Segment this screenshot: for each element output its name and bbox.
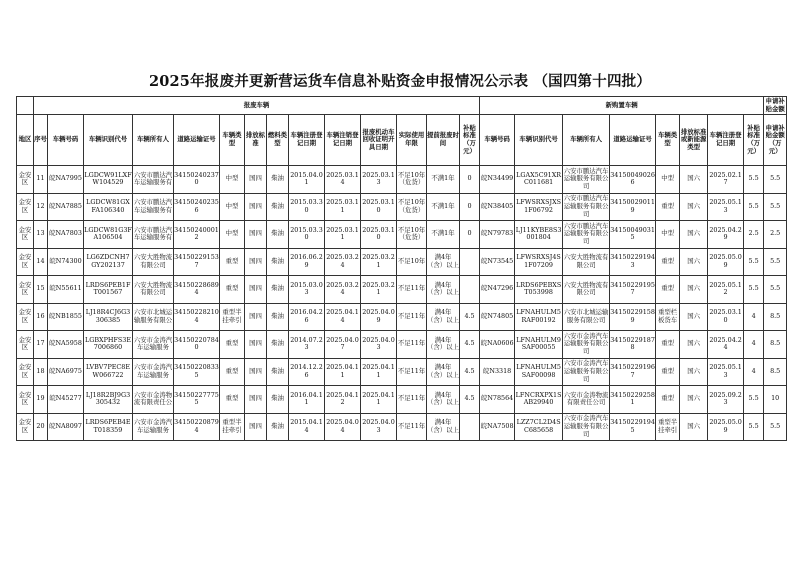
table-cell: 国六	[680, 303, 708, 331]
table-cell: 满4年（含）以上	[427, 358, 460, 386]
table-cell: 重型	[220, 276, 245, 304]
table-cell: 4.5	[460, 386, 480, 414]
table-row	[17, 413, 787, 441]
table-cell: 国六	[680, 413, 708, 441]
table-cell: 六安市鹏达汽车运输服务有	[133, 193, 174, 221]
column-header: 车辆所有人	[563, 115, 610, 166]
table-cell: 2025.04.11	[361, 386, 397, 414]
table-cell: 5.5	[764, 193, 787, 221]
table-cell: 2025.03.10	[361, 221, 397, 249]
table-cell: 8.5	[764, 303, 787, 331]
table-cell: 2.5	[764, 221, 787, 249]
table-cell: LRDS6PEBXST053998	[515, 276, 563, 304]
table-cell: 341502400012	[174, 221, 220, 249]
table-cell: 金安区	[17, 358, 34, 386]
table-cell: LJ18R4CJ6G3306385	[84, 303, 133, 331]
column-header: 车辆识别代号	[515, 115, 563, 166]
table-cell: 5.5	[744, 193, 764, 221]
table-cell: 4	[744, 303, 764, 331]
column-header: 申请补贴金额（万元）	[764, 115, 787, 166]
table-cell: 11	[34, 166, 48, 194]
column-header: 道路运输证号	[174, 115, 220, 166]
table-cell: 0	[460, 193, 480, 221]
table-cell: 不足11年	[397, 331, 427, 359]
table-cell: 2025.04.09	[361, 303, 397, 331]
table-cell: 柴油	[267, 248, 289, 276]
table-cell: 六安市金涛汽车运输服务	[133, 331, 174, 359]
column-header: 车辆注册登记日期	[289, 115, 325, 166]
table-cell: 4	[744, 358, 764, 386]
column-header: 车辆号码	[48, 115, 84, 166]
column-header: 序号	[34, 115, 48, 166]
table-cell: 六安市金涛汽车运输服务有限公司	[563, 358, 610, 386]
table-cell: 六安市金涛汽车运输服务	[133, 413, 174, 441]
table-cell: 金安区	[17, 276, 34, 304]
table-cell: 341502277755	[174, 386, 220, 414]
table-cell: 341500490266	[610, 166, 656, 194]
table-cell: 20	[34, 413, 48, 441]
table-cell: 重型	[656, 248, 680, 276]
table-cell: 2016.04.26	[289, 303, 325, 331]
table-cell: 满4年（含）以上	[427, 331, 460, 359]
table-cell: 2015.03.03	[289, 276, 325, 304]
table-row	[17, 331, 787, 359]
table-cell: 国六	[680, 276, 708, 304]
table-cell: 不足11年	[397, 276, 427, 304]
table-cell	[460, 413, 480, 441]
table-cell: 重型	[220, 248, 245, 276]
table-cell: 2025.03.10	[361, 193, 397, 221]
table-cell: 341500490315	[610, 221, 656, 249]
table-cell: 六安市鹏达汽车运输服务有限公司	[563, 193, 610, 221]
table-row	[17, 193, 787, 221]
table-cell: 19	[34, 386, 48, 414]
table-row	[17, 248, 787, 276]
table-cell: 2025.03.10	[708, 303, 744, 331]
table-cell: LFNAHULM5SAF00098	[515, 358, 563, 386]
table-cell: LVBV7PEC8EW066722	[84, 358, 133, 386]
table-cell: 2025.05.09	[708, 248, 744, 276]
table-cell: 2025.04.04	[325, 413, 361, 441]
table-cell: 金安区	[17, 166, 34, 194]
table-cell: 4	[744, 331, 764, 359]
table-cell: 柴油	[267, 303, 289, 331]
table-cell: LJ18R2BJ9G3305432	[84, 386, 133, 414]
table-cell: 皖NA6975	[48, 358, 84, 386]
table-cell: 341502282104	[174, 303, 220, 331]
table-cell: 341502291589	[610, 303, 656, 331]
table-cell: 六安市金涛汽车运输服务	[133, 358, 174, 386]
table-cell: 2025.03.21	[361, 276, 397, 304]
table-cell: 不足11年	[397, 386, 427, 414]
table-cell: 六安市北城运输服务有限公	[133, 303, 174, 331]
table-cell: 2025.03.24	[325, 276, 361, 304]
table-cell: 15	[34, 276, 48, 304]
table-row	[17, 358, 787, 386]
group-header-row	[17, 97, 787, 115]
table-cell: 皖N79783	[480, 221, 515, 249]
table-cell: 金安区	[17, 193, 34, 221]
table-cell: 国四	[245, 193, 267, 221]
table-cell: 柴油	[267, 221, 289, 249]
table-cell: 国六	[680, 221, 708, 249]
table-cell: LFNAHULM5RAF00192	[515, 303, 563, 331]
table-cell: 2025.04.03	[361, 413, 397, 441]
table-cell: 16	[34, 303, 48, 331]
table-cell: 国四	[245, 386, 267, 414]
table-cell: 不满1年	[427, 221, 460, 249]
table-cell: 341502402356	[174, 193, 220, 221]
table-cell: 不满1年	[427, 193, 460, 221]
table-cell: 柴油	[267, 331, 289, 359]
table-cell: LGDCW91LXFW104529	[84, 166, 133, 194]
table-cell: 中型	[220, 193, 245, 221]
table-cell: 皖NA8097	[48, 413, 84, 441]
table-cell: 六安市北城运输服务有限公司	[563, 303, 610, 331]
table-cell: 2025.05.09	[708, 413, 744, 441]
table-row	[17, 276, 787, 304]
table-cell: 重型	[220, 358, 245, 386]
table-cell: 2025.03.11	[325, 193, 361, 221]
column-header: 补贴标准（万元）	[460, 115, 480, 166]
table-cell: 重型	[656, 386, 680, 414]
column-header: 车辆号码	[480, 115, 515, 166]
table-cell: 341502207840	[174, 331, 220, 359]
table-cell: 六安大胜物流有限公司	[133, 248, 174, 276]
table-row	[17, 303, 787, 331]
table-cell: 金安区	[17, 331, 34, 359]
table-cell: 六安市金涛物流有限责任公	[133, 386, 174, 414]
table-cell: 重型	[220, 331, 245, 359]
table-cell: 5.5	[744, 413, 764, 441]
table-cell: 2025.04.11	[361, 358, 397, 386]
table-cell: 2016.06.29	[289, 248, 325, 276]
table-cell: 2025.04.03	[361, 331, 397, 359]
table-cell: 重型	[656, 193, 680, 221]
table-cell: 重型	[220, 386, 245, 414]
table-cell: 341502291957	[610, 276, 656, 304]
table-cell: 皖N34499	[480, 166, 515, 194]
column-header: 补贴标准（万元）	[744, 115, 764, 166]
table-cell: 5.5	[744, 166, 764, 194]
table-cell: 2025.05.12	[708, 276, 744, 304]
table-cell: 不足10年	[397, 248, 427, 276]
table-cell: 341502402370	[174, 166, 220, 194]
apply-group-header: 申请补贴金额	[765, 96, 785, 113]
table-cell: 国四	[245, 413, 267, 441]
table-cell: 皖N78564	[480, 386, 515, 414]
table-cell: 中型	[656, 166, 680, 194]
table-cell: 皖N47296	[480, 276, 515, 304]
table-cell: 341502291945	[610, 413, 656, 441]
table-cell: LFNCRXPX1SAB29940	[515, 386, 563, 414]
table-cell: 2025.04.29	[708, 221, 744, 249]
table-cell: 341502208794	[174, 413, 220, 441]
column-header: 报废机动车回收证明开具日期	[361, 115, 397, 166]
table-cell: 2025.05.13	[708, 193, 744, 221]
table-cell: 12	[34, 193, 48, 221]
table-cell: LFWSRXSJXS1F06792	[515, 193, 563, 221]
table-cell: 国六	[680, 166, 708, 194]
table-cell: 国四	[245, 248, 267, 276]
column-header: 排放标准	[245, 115, 267, 166]
table-cell: 不足10年（危货）	[397, 166, 427, 194]
table-cell: 341502208335	[174, 358, 220, 386]
column-header: 车辆类型	[220, 115, 245, 166]
table-row	[17, 221, 787, 249]
table-cell	[460, 276, 480, 304]
table-cell: LGDCW81G3FA106504	[84, 221, 133, 249]
table-row	[17, 166, 787, 194]
table-cell: 六安大胜物流有限公司	[563, 248, 610, 276]
column-header: 车辆所有人	[133, 115, 174, 166]
table-cell: 国四	[245, 276, 267, 304]
table-cell: 8.5	[764, 358, 787, 386]
table-cell: 341502291878	[610, 331, 656, 359]
table-cell: 2025.05.13	[708, 358, 744, 386]
column-header: 车辆注销登记日期	[325, 115, 361, 166]
table-cell: 不足10年（危货）	[397, 193, 427, 221]
table-cell: 2025.02.17	[708, 166, 744, 194]
table-cell: 不足11年	[397, 413, 427, 441]
table-cell: 2015.03.30	[289, 221, 325, 249]
table-cell: 341502292581	[610, 386, 656, 414]
table-cell: 国四	[245, 331, 267, 359]
table-cell: 341502286894	[174, 276, 220, 304]
table-cell: 皖N73545	[480, 248, 515, 276]
table-cell: 国六	[680, 386, 708, 414]
table-cell: 六安市鹏达汽车运输服务有	[133, 166, 174, 194]
column-header-row	[17, 115, 787, 166]
table-row	[17, 386, 787, 414]
table-cell: 0	[460, 166, 480, 194]
table-cell: 不满1年	[427, 166, 460, 194]
table-cell: 六安市鹏达汽车运输服务有限公司	[563, 166, 610, 194]
table-body	[17, 166, 787, 441]
table-cell: 六安大胜物流有限公司	[563, 276, 610, 304]
table-cell: 341502291537	[174, 248, 220, 276]
column-header: 排放标准或新能源类型	[680, 115, 708, 166]
table-cell: 柴油	[267, 358, 289, 386]
table-cell: 皖NA7995	[48, 166, 84, 194]
table-cell: 满4年（含）以上	[427, 248, 460, 276]
column-header: 地区	[17, 115, 34, 166]
table-cell: 国六	[680, 193, 708, 221]
new-group-header: 新购置车辆	[480, 97, 764, 115]
table-cell: 2025.04.11	[325, 358, 361, 386]
table-cell: 2025.04.07	[325, 331, 361, 359]
table-cell: 六安市金涛汽车运输服务有限公司	[563, 413, 610, 441]
table-cell: 满4年（含）以上	[427, 303, 460, 331]
blank-header-cell	[17, 97, 34, 115]
table-cell: 2015.04.14	[289, 413, 325, 441]
table-cell: 国四	[245, 303, 267, 331]
table-cell: 13	[34, 221, 48, 249]
table-cell: 满4年（含）以上	[427, 386, 460, 414]
table-cell: LFWSRXSJ4S1F07209	[515, 248, 563, 276]
table-cell: 341502291943	[610, 248, 656, 276]
table-cell: 4.5	[460, 331, 480, 359]
column-header: 车辆识别代号	[84, 115, 133, 166]
table-cell: 柴油	[267, 166, 289, 194]
table-cell: LJ11KYBE8S3001804	[515, 221, 563, 249]
table-cell: 六安市金涛物流有限责任公司	[563, 386, 610, 414]
table-cell: 不足11年	[397, 303, 427, 331]
table-cell: 金安区	[17, 221, 34, 249]
column-header: 道路运输证号	[610, 115, 656, 166]
table-cell: 柴油	[267, 193, 289, 221]
table-cell: 皖NA7885	[48, 193, 84, 221]
table-cell: 国四	[245, 221, 267, 249]
table-cell: 皖N45277	[48, 386, 84, 414]
table-cell: 2015.03.30	[289, 193, 325, 221]
table-cell: 皖NA7508	[480, 413, 515, 441]
table-cell: 六安市鹏达汽车运输服务有	[133, 221, 174, 249]
table-cell: 国六	[680, 248, 708, 276]
table-cell: 金安区	[17, 386, 34, 414]
table-cell: 17	[34, 331, 48, 359]
table-cell: 8.5	[764, 331, 787, 359]
table-cell: 5.5	[744, 386, 764, 414]
table-cell: 4.5	[460, 303, 480, 331]
table-cell: 不足11年	[397, 358, 427, 386]
table-cell: 国六	[680, 358, 708, 386]
scrapped-group-header: 报废车辆	[34, 97, 480, 115]
table-cell: 2025.03.24	[325, 248, 361, 276]
table-cell: 皖N3318	[480, 358, 515, 386]
table-cell: 金安区	[17, 248, 34, 276]
table-cell: 国四	[245, 166, 267, 194]
table-cell: 2025.04.12	[325, 386, 361, 414]
table-cell: 2016.04.11	[289, 386, 325, 414]
column-header: 车辆类型	[656, 115, 680, 166]
table-cell: LGBXPHFS3E7006860	[84, 331, 133, 359]
table-cell: 皖N74300	[48, 248, 84, 276]
table-cell: 341502291967	[610, 358, 656, 386]
table-cell: 重型半挂牵引	[656, 413, 680, 441]
column-header: 提前报废时间	[427, 115, 460, 166]
table-cell: 5.5	[764, 413, 787, 441]
table-cell: 皖N55611	[48, 276, 84, 304]
column-header: 实际使用年限	[397, 115, 427, 166]
table-cell: 2025.03.21	[361, 248, 397, 276]
table-cell: LGAX5C91XRC011681	[515, 166, 563, 194]
table-cell: 重型	[656, 331, 680, 359]
table-cell: 柴油	[267, 386, 289, 414]
table-cell: 六安市鹏达汽车运输服务有限公司	[563, 221, 610, 249]
table-cell: LFNAHULM9SAF00055	[515, 331, 563, 359]
table-cell: 国六	[680, 331, 708, 359]
table-cell: 重型栏板货车	[656, 303, 680, 331]
table-cell: 5.5	[744, 248, 764, 276]
table-cell: 2014.07.23	[289, 331, 325, 359]
table-cell: 5.5	[764, 248, 787, 276]
table-cell: 10	[764, 386, 787, 414]
table-cell: 中型	[220, 221, 245, 249]
table-cell: 国四	[245, 358, 267, 386]
table-cell: LRDS6PEB1FT001567	[84, 276, 133, 304]
table-cell: 5.5	[744, 276, 764, 304]
table-cell: 2015.04.01	[289, 166, 325, 194]
table-cell: 不足10年（危货）	[397, 221, 427, 249]
table-cell: 重型	[656, 358, 680, 386]
table-cell: 5.5	[764, 166, 787, 194]
table-cell: 中型	[220, 166, 245, 194]
table-cell: 皖N74805	[480, 303, 515, 331]
column-header: 车辆注册登记日期	[708, 115, 744, 166]
table-cell: 满4年（含）以上	[427, 413, 460, 441]
table-cell: 皖N38405	[480, 193, 515, 221]
table-cell: 0	[460, 221, 480, 249]
table-cell: 六安市金涛汽车运输服务有限公司	[563, 331, 610, 359]
table-cell: 18	[34, 358, 48, 386]
table-cell: LZZ7CL2D4SC685658	[515, 413, 563, 441]
subsidy-table	[16, 96, 787, 441]
table-cell: 满4年（含）以上	[427, 276, 460, 304]
table-cell: 皖NA0606	[480, 331, 515, 359]
table-cell: 2025.09.23	[708, 386, 744, 414]
table-cell: 2025.03.11	[325, 221, 361, 249]
table-cell: 金安区	[17, 303, 34, 331]
table-cell: 2025.03.13	[361, 166, 397, 194]
table-cell: 2.5	[744, 221, 764, 249]
table-cell: 重型	[656, 276, 680, 304]
table-cell: 皖NB1855	[48, 303, 84, 331]
table-cell: 4.5	[460, 358, 480, 386]
page-title: 2025年报废并更新营运货车信息补贴资金申报情况公示表 （国四第十四批）	[148, 73, 652, 90]
table-cell: 金安区	[17, 413, 34, 441]
table-cell: 2025.03.14	[325, 166, 361, 194]
table-cell: 2025.04.24	[708, 331, 744, 359]
table-cell: 中型	[656, 221, 680, 249]
table-cell	[460, 248, 480, 276]
table-cell: 六安大胜物流有限公司	[133, 276, 174, 304]
table-cell: 重型半挂牵引	[220, 303, 245, 331]
table-cell: 柴油	[267, 276, 289, 304]
table-cell: LGDCW81GXFA106340	[84, 193, 133, 221]
table-cell: 2014.12.26	[289, 358, 325, 386]
table-cell: 重型半挂牵引	[220, 413, 245, 441]
table-cell: 皖NA5958	[48, 331, 84, 359]
column-header: 燃料类型	[267, 115, 289, 166]
table-cell: 柴油	[267, 413, 289, 441]
table-cell: LG6ZDCNH7GY202137	[84, 248, 133, 276]
table-cell: 2025.04.14	[325, 303, 361, 331]
table-cell: 14	[34, 248, 48, 276]
table-cell: 5.5	[764, 276, 787, 304]
table-cell: 341500290119	[610, 193, 656, 221]
table-cell: LRDS6PEB4ET018359	[84, 413, 133, 441]
table-cell: 皖NA7803	[48, 221, 84, 249]
